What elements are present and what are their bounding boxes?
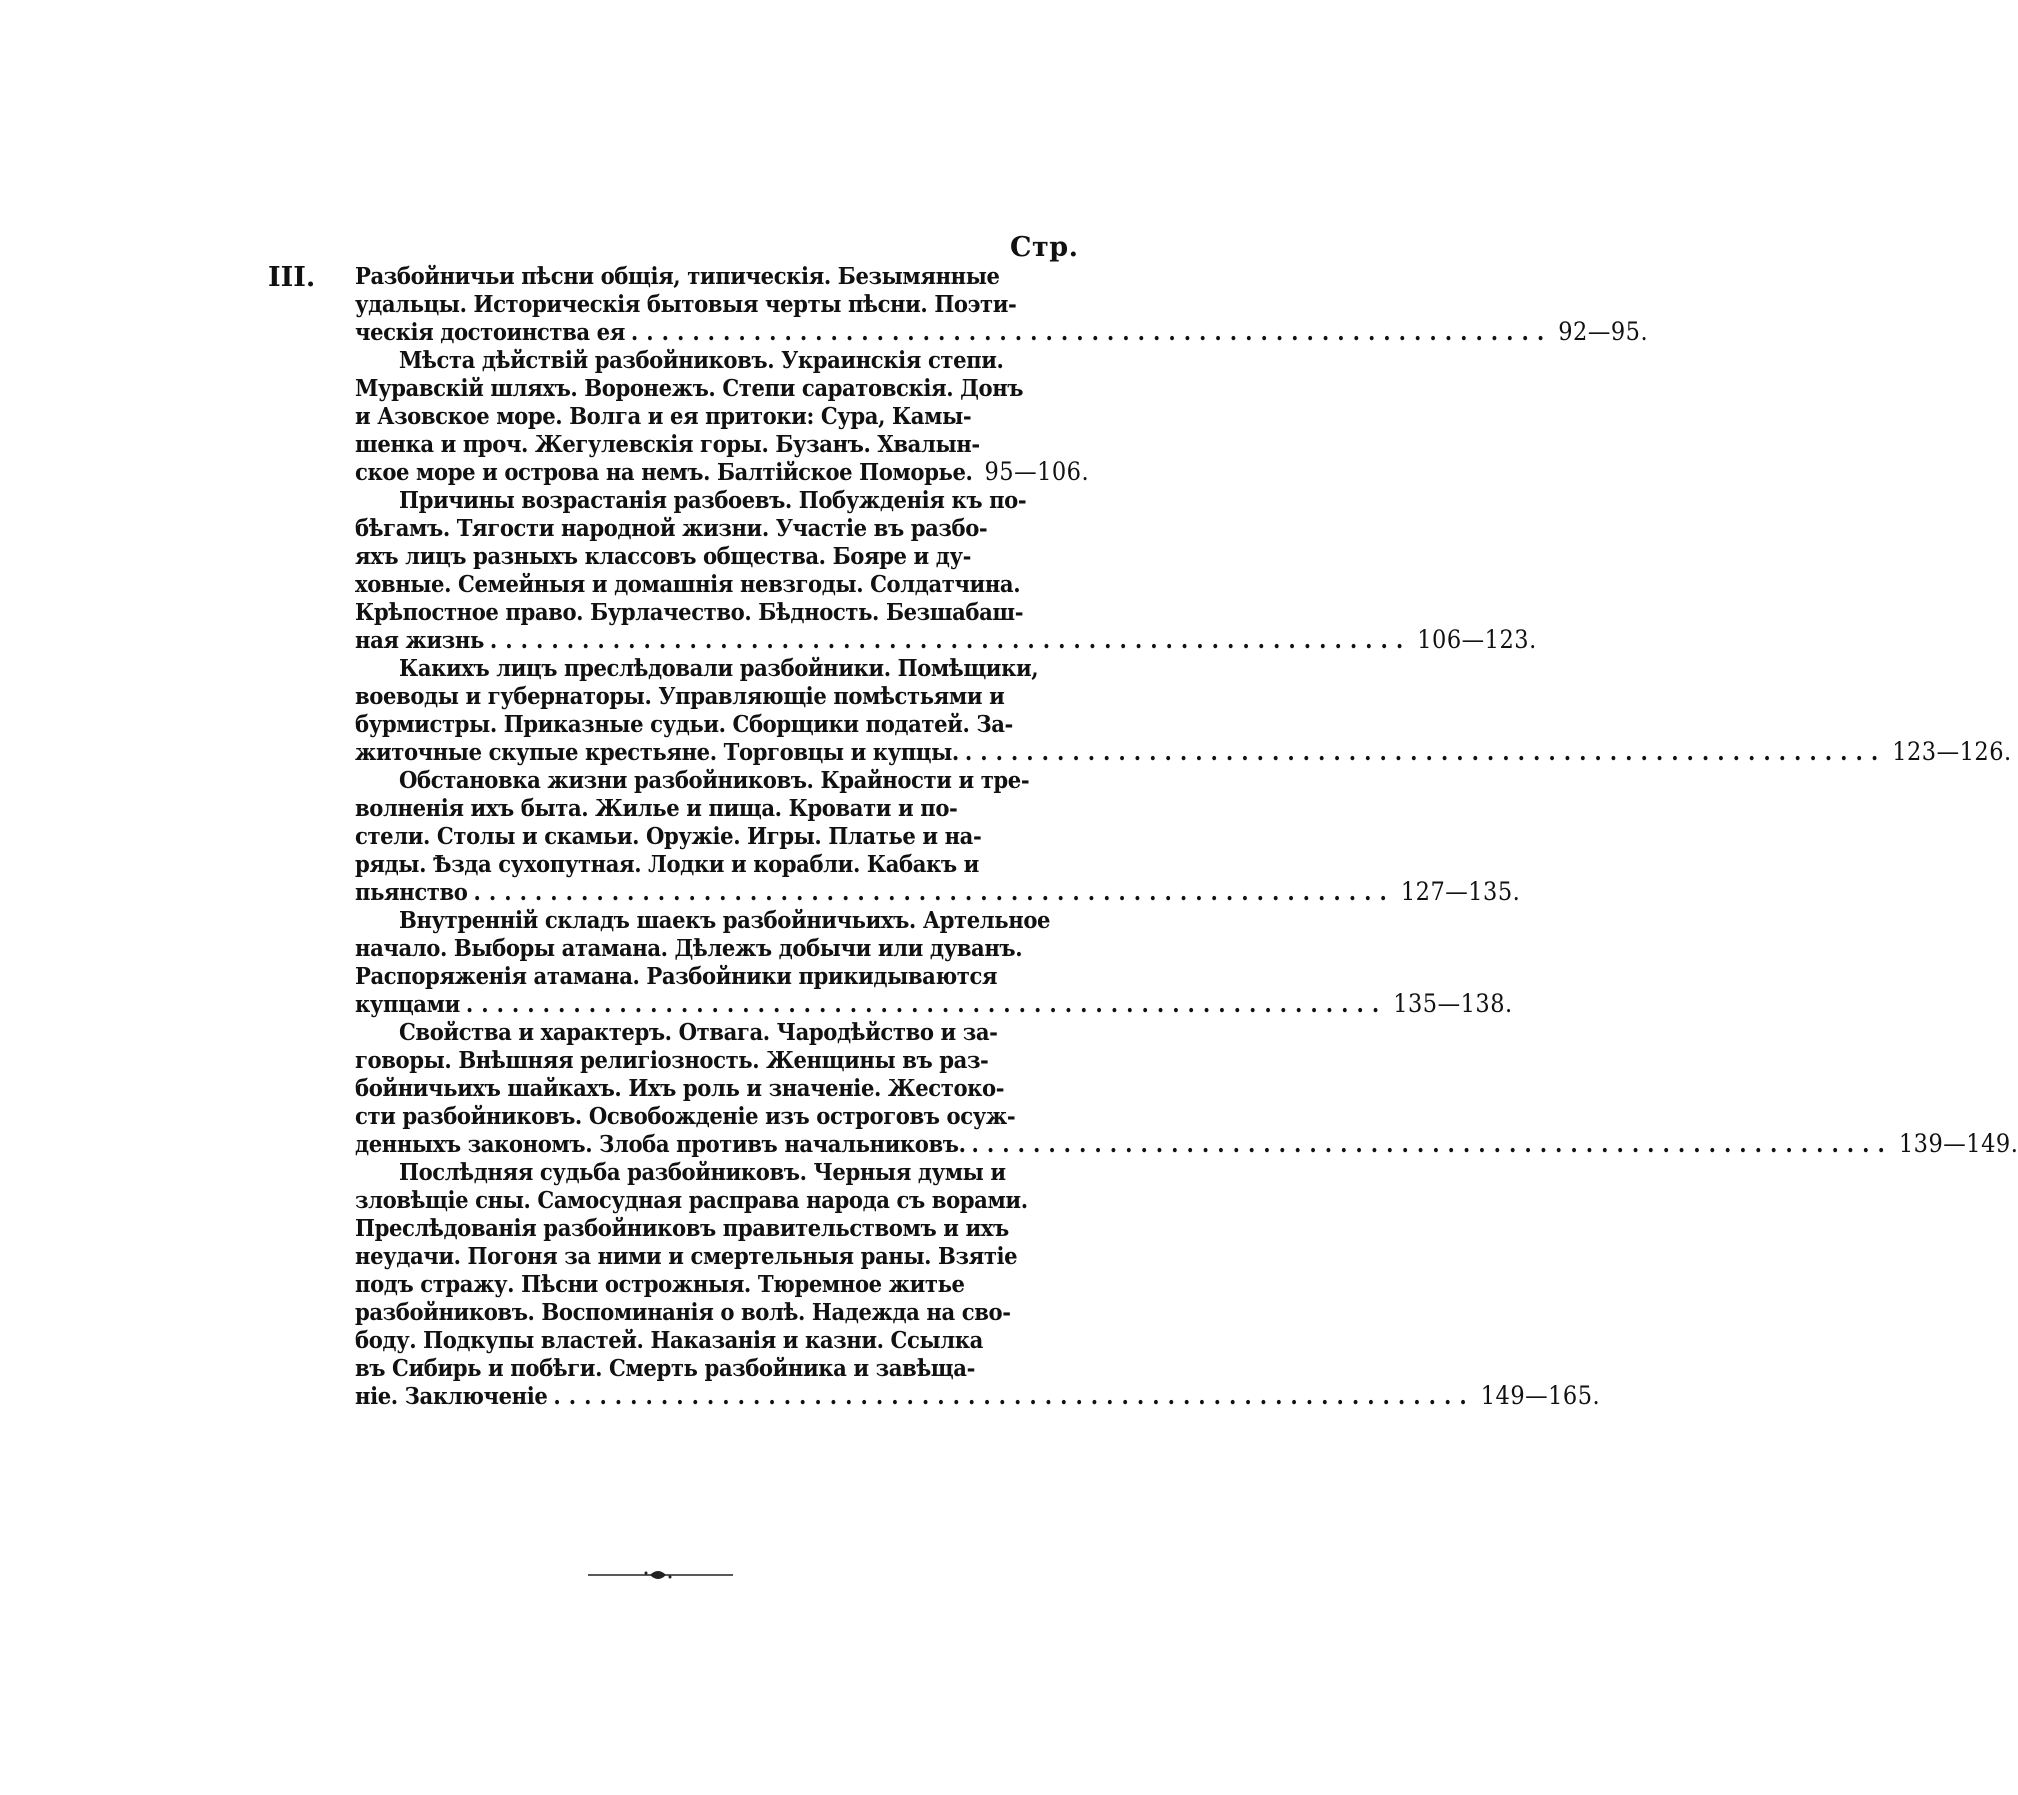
toc-entry-line bbox=[355, 1354, 1100, 1382]
toc-entry-line bbox=[355, 542, 1100, 570]
dot-leader: ............................................................ bbox=[971, 1130, 1893, 1158]
toc-entry-last-line bbox=[355, 1381, 1601, 1410]
toc-entry-text: пьянство bbox=[355, 878, 468, 906]
toc-entry-line bbox=[355, 514, 1100, 542]
toc-entry-line bbox=[355, 1242, 1100, 1270]
toc-entry-line bbox=[355, 486, 1100, 514]
toc-entry-text: ческія достоинства ея bbox=[355, 318, 625, 346]
toc-entry-line bbox=[355, 1102, 1100, 1130]
toc-entry-line bbox=[355, 1214, 1100, 1242]
toc-entry-text: Крѣпостное право. Бурлачество. Бѣдность. Безшабаш- bbox=[355, 598, 1024, 626]
toc-entry-line bbox=[355, 794, 1100, 822]
toc-entry-line bbox=[355, 682, 1100, 710]
toc-entry bbox=[355, 1018, 2018, 1158]
toc-entry bbox=[355, 766, 1521, 906]
decorative-rule bbox=[588, 1565, 733, 1585]
toc-entry-text: Муравскій шляхъ. Воронежъ. Степи саратовскія. Донъ bbox=[355, 374, 1024, 402]
toc-entry-text: Разбойничьи пѣсни общія, типическія. Безымянные bbox=[355, 262, 1000, 290]
toc-entry-text: яхъ лицъ разныхъ классовъ общества. Бояре и ду- bbox=[355, 542, 971, 570]
page-column-header: Стр. bbox=[1010, 232, 1079, 263]
page-range: 123—126. bbox=[1892, 737, 2012, 766]
toc-entry-text: Какихъ лицъ преслѣдовали разбойники. Помѣщики, bbox=[399, 654, 1039, 682]
toc-entry-line bbox=[355, 1074, 1100, 1102]
toc-entry-text: ское море и острова на немъ. Балтійское Поморье. bbox=[355, 458, 973, 486]
toc-entry-text: Причины возрастанія разбоевъ. Побужденія къ по- bbox=[399, 486, 1027, 514]
toc-entry-text: Мѣста дѣйствій разбойниковъ. Украинскія степи. bbox=[399, 346, 1004, 374]
toc-entry-last-line bbox=[355, 317, 1649, 346]
toc-entry-text: житочные скупые крестьяне. Торговцы и купцы. bbox=[355, 738, 959, 766]
toc-entry-line bbox=[355, 1326, 1100, 1354]
toc-entry bbox=[355, 262, 1649, 346]
toc-entry bbox=[355, 486, 1537, 654]
toc-entry-line bbox=[355, 598, 1100, 626]
dot-leader: ............................................................ bbox=[473, 878, 1395, 906]
toc-entry-text: Послѣдняя судьба разбойниковъ. Черныя думы и bbox=[399, 1158, 1006, 1186]
toc-entry bbox=[355, 346, 1100, 486]
toc-entry-text: ніе. Заключеніе bbox=[355, 1382, 548, 1410]
toc-entry-text: Внутренній складъ шаекъ разбойничьихъ. Артельное bbox=[399, 906, 1051, 934]
toc-entry-text: подъ стражу. Пѣсни острожныя. Тюремное житье bbox=[355, 1270, 965, 1298]
toc-entry-text: сти разбойниковъ. Освобожденіе изъ остроговъ осуж- bbox=[355, 1102, 1016, 1130]
toc-entry-text: денныхъ закономъ. Злоба противъ начальниковъ. bbox=[355, 1130, 966, 1158]
page-range: 135—138. bbox=[1393, 989, 1513, 1018]
toc-entry-line bbox=[355, 934, 1100, 962]
toc-entry-line bbox=[355, 1158, 1100, 1186]
toc-entry-line bbox=[355, 906, 1100, 934]
toc-entry-last-line bbox=[355, 458, 1100, 486]
toc-entry-text: воеводы и губернаторы. Управляющіе помѣстьями и bbox=[355, 682, 1005, 710]
toc-entry-text: начало. Выборы атамана. Дѣлежъ добычи или дуванъ. bbox=[355, 934, 1023, 962]
toc-entry-line bbox=[355, 850, 1100, 878]
toc-entry-last-line bbox=[355, 1129, 2018, 1158]
toc-entry-line bbox=[355, 346, 1100, 374]
page-range: 149—165. bbox=[1480, 1381, 1601, 1410]
toc-entry-text: Свойства и характеръ. Отвага. Чародѣйство и за- bbox=[399, 1018, 998, 1046]
toc-entry-text: ховные. Семейныя и домашнія невзгоды. Солдатчина. bbox=[355, 570, 1021, 598]
toc-entry-text: бурмистры. Приказные судьи. Сборщики податей. За- bbox=[355, 710, 1013, 738]
page-range: 106—123. bbox=[1417, 625, 1537, 654]
toc-entry-line bbox=[355, 430, 1100, 458]
dot-leader: ............................................................ bbox=[964, 738, 1887, 766]
toc-entry-text: боду. Подкупы властей. Наказанія и казни. Ссылка bbox=[355, 1326, 983, 1354]
toc-entry-text: шенка и проч. Жегулевскія горы. Бузанъ. Хвалын- bbox=[355, 430, 980, 458]
toc-entry-text: купцами bbox=[355, 990, 460, 1018]
toc-entries bbox=[355, 262, 2018, 1410]
toc-entry-line bbox=[355, 1270, 1100, 1298]
toc-entry-last-line bbox=[355, 989, 1513, 1018]
toc-entry-last-line bbox=[355, 877, 1521, 906]
toc-entry-text: удальцы. Историческія бытовыя черты пѣсни. Поэти- bbox=[355, 290, 1017, 318]
toc-entry-line bbox=[355, 822, 1100, 850]
toc-entry-last-line bbox=[355, 625, 1537, 654]
toc-entry bbox=[355, 654, 2012, 766]
dot-leader: ............................................................ bbox=[553, 1382, 1475, 1410]
toc-entry-text: волненія ихъ быта. Жилье и пища. Кровати и по- bbox=[355, 794, 958, 822]
toc-entry-text: разбойниковъ. Воспоминанія о волѣ. Надежда на сво- bbox=[355, 1298, 1011, 1326]
toc-entry-text: говоры. Внѣшняя религіозность. Женщины въ раз- bbox=[355, 1046, 989, 1074]
toc-entry-text: ряды. Ѣзда сухопутная. Лодки и корабли. Кабакъ и bbox=[355, 850, 979, 878]
toc-entry-line bbox=[355, 402, 1100, 430]
page-range: 139—149. bbox=[1898, 1129, 2018, 1158]
toc-entry-text: ная жизнь bbox=[355, 626, 484, 654]
toc-entry bbox=[355, 1158, 1601, 1410]
toc-entry-text: зловѣщіе сны. Самосудная расправа народа съ ворами. bbox=[355, 1186, 1028, 1214]
toc-entry-line bbox=[355, 1046, 1100, 1074]
toc-entry-line bbox=[355, 290, 1100, 318]
toc-entry-text: бѣгамъ. Тягости народной жизни. Участіе въ разбо- bbox=[355, 514, 988, 542]
toc-entry-line bbox=[355, 1018, 1100, 1046]
toc-entry-text: Обстановка жизни разбойниковъ. Крайности и тре- bbox=[399, 766, 1030, 794]
toc-entry-text: бойничьихъ шайкахъ. Ихъ роль и значеніе. Жестоко- bbox=[355, 1074, 1005, 1102]
toc-entry-line bbox=[355, 962, 1100, 990]
page-range: 127—135. bbox=[1400, 877, 1521, 906]
toc-entry-last-line bbox=[355, 737, 2012, 766]
dot-leader: ............................................................ bbox=[465, 990, 1388, 1018]
toc-entry-line bbox=[355, 710, 1100, 738]
toc-entry-text: и Азовское море. Волга и ея притоки: Сура, Камы- bbox=[355, 402, 972, 430]
dot-leader: ............................................................ bbox=[630, 318, 1553, 346]
toc-entry-text: Преслѣдованія разбойниковъ правительствомъ и ихъ bbox=[355, 1214, 1009, 1242]
toc-entry-line bbox=[355, 1298, 1100, 1326]
page-range: 92—95. bbox=[1558, 317, 1649, 346]
toc-entry bbox=[355, 906, 1513, 1018]
toc-entry-line bbox=[355, 1186, 1100, 1214]
toc-entry-text: неудачи. Погоня за ними и смертельныя раны. Взятіе bbox=[355, 1242, 1018, 1270]
toc-entry-line bbox=[355, 262, 1100, 290]
page-range: 95—106. bbox=[984, 457, 1090, 486]
dot-leader: ............................................................ bbox=[489, 626, 1412, 654]
toc-entry-line bbox=[355, 374, 1100, 402]
toc-entry-text: стели. Столы и скамьи. Оружіе. Игры. Платье и на- bbox=[355, 822, 982, 850]
toc-entry-line bbox=[355, 570, 1100, 598]
toc-entry-text: Распоряженія атамана. Разбойники прикидываются bbox=[355, 962, 998, 990]
toc-entry-line bbox=[355, 766, 1100, 794]
section-number: III. bbox=[268, 262, 316, 293]
toc-entry-text: въ Сибирь и побѣги. Смерть разбойника и завѣща- bbox=[355, 1354, 975, 1382]
toc-entry-line bbox=[355, 654, 1100, 682]
